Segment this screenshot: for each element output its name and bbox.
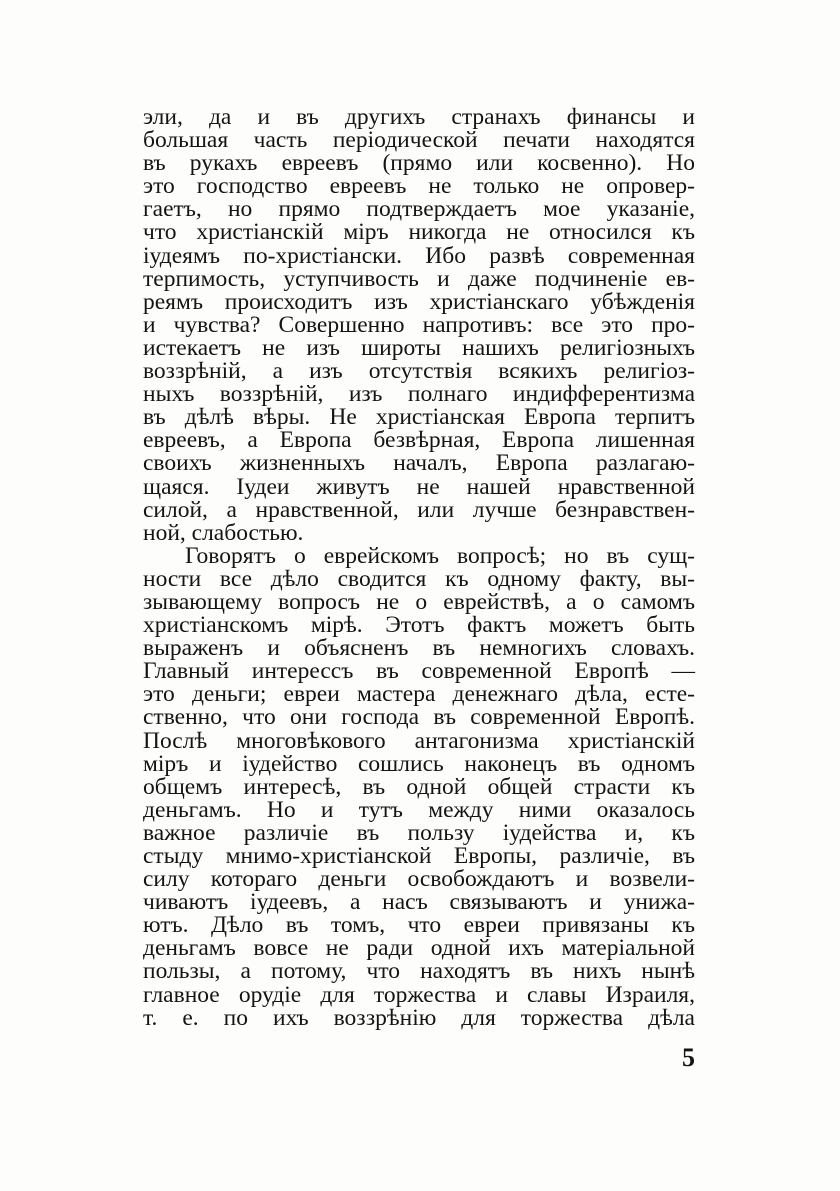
text-line: деньгамъ. Но и тутъ между ними оказалось <box>143 796 695 823</box>
text-line: общемъ интересѣ, въ одной общей страсти къ <box>143 773 695 800</box>
text-line: силой, а нравственной, или лучше безнравствен- <box>143 496 695 523</box>
text-line: это деньги; евреи мастера денежнаго дѣла, есте- <box>143 681 695 708</box>
text-line: реямъ происходитъ изъ христіанскаго убѣжденія <box>143 288 695 315</box>
text-line: Говорятъ о еврейскомъ вопросѣ; но въ сущ- <box>185 542 695 569</box>
text-line: ныхъ воззрѣній, изъ полнаго индифферентизма <box>143 381 695 408</box>
text-line: большая часть періодической печати находятся <box>143 127 695 154</box>
text-line: своихъ жизненныхъ началъ, Европа разлагаю- <box>143 450 695 477</box>
page-number: 5 <box>682 1043 695 1072</box>
text-line: ственно, что они господа въ современной Европѣ. <box>143 704 695 731</box>
text-line: терпимость, уступчивость и даже подчиненіе ев- <box>143 265 695 292</box>
text-line: пользы, а потому, что находятъ въ нихъ нынѣ <box>143 958 695 985</box>
text-line: въ рукахъ евреевъ (прямо или косвенно). Но <box>143 150 695 177</box>
text-line: важное различіе въ пользу іудейства и, къ <box>143 819 695 846</box>
text-line: ной, слабостью. <box>143 519 304 546</box>
text-line: Главный интерессъ въ современной Европѣ — <box>143 658 695 685</box>
text-line: и чувства? Совершенно напротивъ: все это про- <box>143 311 695 338</box>
paragraph-2 <box>143 542 695 1031</box>
text-line: эли, да и въ другихъ странахъ финансы и <box>143 104 695 130</box>
text-line: чиваютъ іудеевъ, а насъ связываютъ и унижа- <box>143 889 695 916</box>
text-line: что христіанскій міръ никогда не относился къ <box>143 219 695 246</box>
text-line: главное орудіе для торжества и славы Израиля, <box>143 981 695 1008</box>
text-line: щаяся. Іудеи живутъ не нашей нравственной <box>143 473 695 500</box>
text-line: христіанскомъ мірѣ. Этотъ фактъ можетъ быть <box>143 612 695 639</box>
text-line: міръ и іудейство сошлись наконецъ въ одномъ <box>143 750 695 777</box>
paragraph-1 <box>143 106 695 545</box>
text-line: воззрѣній, а изъ отсутствія всякихъ религіоз- <box>143 358 695 385</box>
text-line: зывающему вопросъ не о еврействѣ, а о самомъ <box>143 588 695 615</box>
text-line: іудеямъ по-христіански. Ибо развѣ современная <box>143 242 695 269</box>
text-line: выраженъ и объясненъ въ немногихъ словахъ. <box>143 635 695 662</box>
text-line: деньгамъ вовсе не ради одной ихъ матеріальной <box>143 935 695 962</box>
text-line: ности все дѣло сводится къ одному факту, вы- <box>143 565 695 592</box>
text-line: въ дѣлѣ вѣры. Не христіанская Европа терпитъ <box>143 404 695 431</box>
text-line: т. е. по ихъ воззрѣнію для торжества дѣла <box>143 1004 695 1031</box>
text-line: стыду мнимо-христіанской Европы, различіе, въ <box>143 843 695 869</box>
text-line: ютъ. Дѣло въ томъ, что евреи привязаны къ <box>143 912 695 939</box>
text-line: истекаетъ не изъ широты нашихъ религіозныхъ <box>143 334 695 361</box>
body-text <box>143 106 695 1030</box>
text-line: евреевъ, а Европа безвѣрная, Европа лишенная <box>143 427 695 454</box>
text-line: Послѣ многовѣкового антагонизма христіанскій <box>143 727 695 754</box>
text-line: это господство евреевъ не только не опровер- <box>143 173 695 200</box>
text-line: силу котораго деньги освобождаютъ и возвели- <box>143 866 695 893</box>
text-line: гаетъ, но прямо подтверждаетъ мое указаніе, <box>143 196 695 223</box>
